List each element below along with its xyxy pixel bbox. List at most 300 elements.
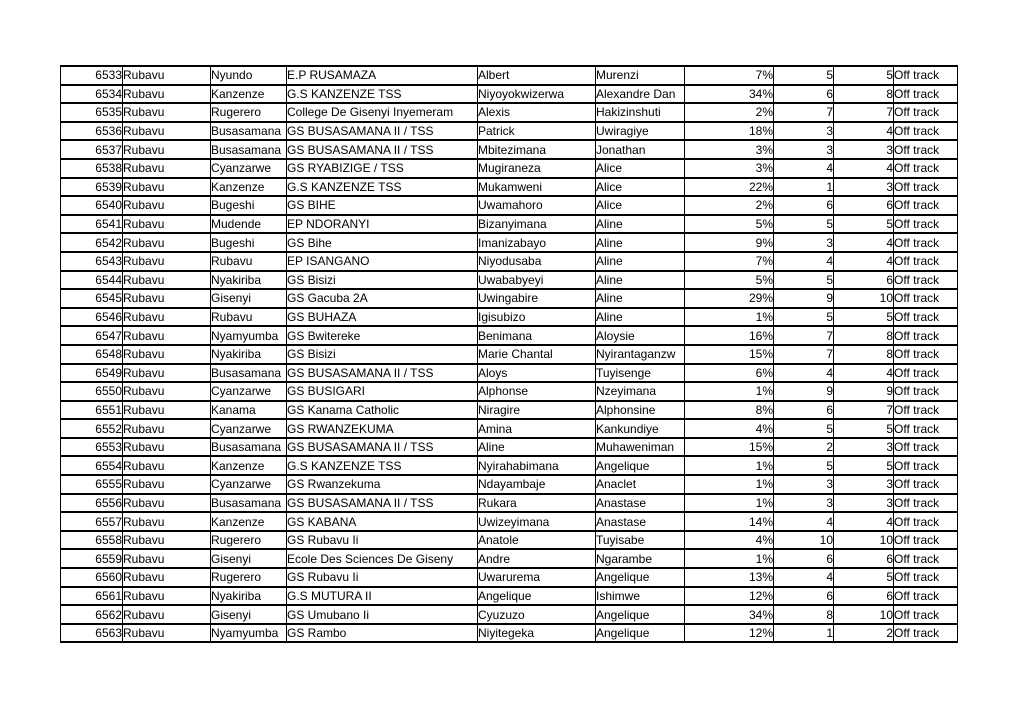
cell-first-name: Rukara — [478, 494, 596, 513]
cell-first-name: Uwingabire — [478, 289, 596, 308]
cell-school: G.S KANZENZE TSS — [287, 178, 478, 197]
cell-score-1: 5 — [774, 308, 834, 327]
cell-last-name: Aline — [596, 215, 685, 234]
table-row — [61, 233, 958, 252]
cell-percent: 3% — [685, 159, 774, 178]
cell-last-name: Angelique — [596, 605, 685, 624]
cell-status: Off track — [894, 475, 958, 494]
cell-sector: Cyanzarwe — [211, 475, 287, 494]
cell-last-name: Angelique — [596, 456, 685, 475]
cell-id: 6549 — [61, 364, 123, 383]
cell-score-1: 4 — [774, 568, 834, 587]
cell-status: Off track — [894, 624, 958, 643]
cell-sector: Nyundo — [211, 66, 287, 85]
cell-status: Off track — [894, 494, 958, 513]
cell-sector: Kanzenze — [211, 456, 287, 475]
cell-last-name: Angelique — [596, 568, 685, 587]
table-row — [61, 605, 958, 624]
table-row — [61, 345, 958, 364]
cell-score-1: 1 — [774, 178, 834, 197]
cell-score-2: 7 — [834, 401, 894, 420]
cell-score-2: 6 — [834, 587, 894, 606]
cell-status: Off track — [894, 456, 958, 475]
cell-score-2: 6 — [834, 549, 894, 568]
cell-id: 6550 — [61, 382, 123, 401]
cell-score-2: 3 — [834, 494, 894, 513]
cell-score-2: 5 — [834, 66, 894, 85]
cell-percent: 12% — [685, 624, 774, 643]
cell-id: 6560 — [61, 568, 123, 587]
cell-percent: 1% — [685, 382, 774, 401]
cell-district: Rubavu — [123, 308, 211, 327]
cell-status: Off track — [894, 587, 958, 606]
cell-status: Off track — [894, 568, 958, 587]
cell-sector: Nyamyumba — [211, 326, 287, 345]
cell-score-2: 3 — [834, 178, 894, 197]
cell-school: GS RWANZEKUMA — [287, 419, 478, 438]
table-row — [61, 401, 958, 420]
cell-district: Rubavu — [123, 196, 211, 215]
cell-score-1: 4 — [774, 512, 834, 531]
cell-status: Off track — [894, 326, 958, 345]
cell-status: Off track — [894, 382, 958, 401]
cell-school: GS RYABIZIGE / TSS — [287, 159, 478, 178]
cell-district: Rubavu — [123, 103, 211, 122]
table-row — [61, 475, 958, 494]
cell-status: Off track — [894, 233, 958, 252]
cell-percent: 12% — [685, 587, 774, 606]
cell-score-2: 10 — [834, 289, 894, 308]
data-table — [60, 65, 958, 643]
cell-first-name: Albert — [478, 66, 596, 85]
cell-school: GS Bisizi — [287, 345, 478, 364]
cell-id: 6547 — [61, 326, 123, 345]
cell-school: GS Rambo — [287, 624, 478, 643]
cell-score-1: 6 — [774, 401, 834, 420]
cell-district: Rubavu — [123, 382, 211, 401]
cell-percent: 22% — [685, 178, 774, 197]
cell-score-1: 6 — [774, 587, 834, 606]
cell-status: Off track — [894, 438, 958, 457]
table-row — [61, 587, 958, 606]
cell-id: 6551 — [61, 401, 123, 420]
cell-percent: 3% — [685, 140, 774, 159]
cell-status: Off track — [894, 271, 958, 290]
cell-id: 6556 — [61, 494, 123, 513]
cell-score-2: 3 — [834, 475, 894, 494]
cell-sector: Busasamana — [211, 140, 287, 159]
cell-score-2: 10 — [834, 605, 894, 624]
cell-last-name: Alexandre Dan — [596, 85, 685, 104]
table-row — [61, 624, 958, 643]
cell-score-2: 5 — [834, 568, 894, 587]
cell-first-name: Aloys — [478, 364, 596, 383]
table-row — [61, 419, 958, 438]
cell-last-name: Alice — [596, 178, 685, 197]
cell-school: GS Bihe — [287, 233, 478, 252]
cell-school: GS BUSASAMANA II / TSS — [287, 364, 478, 383]
cell-district: Rubavu — [123, 568, 211, 587]
cell-district: Rubavu — [123, 122, 211, 141]
cell-district: Rubavu — [123, 178, 211, 197]
cell-school: GS BUSASAMANA II / TSS — [287, 140, 478, 159]
cell-percent: 1% — [685, 308, 774, 327]
cell-first-name: Ndayambaje — [478, 475, 596, 494]
cell-first-name: Nyirahabimana — [478, 456, 596, 475]
cell-id: 6548 — [61, 345, 123, 364]
cell-first-name: Cyuzuzo — [478, 605, 596, 624]
cell-percent: 7% — [685, 252, 774, 271]
cell-percent: 4% — [685, 419, 774, 438]
cell-score-2: 4 — [834, 364, 894, 383]
cell-first-name: Bizanyimana — [478, 215, 596, 234]
cell-id: 6559 — [61, 549, 123, 568]
cell-last-name: Aline — [596, 289, 685, 308]
cell-score-1: 4 — [774, 159, 834, 178]
cell-sector: Kanzenze — [211, 85, 287, 104]
cell-last-name: Nzeyimana — [596, 382, 685, 401]
cell-id: 6542 — [61, 233, 123, 252]
cell-status: Off track — [894, 140, 958, 159]
cell-id: 6538 — [61, 159, 123, 178]
cell-last-name: Murenzi — [596, 66, 685, 85]
cell-score-2: 3 — [834, 140, 894, 159]
cell-percent: 34% — [685, 605, 774, 624]
cell-district: Rubavu — [123, 475, 211, 494]
cell-percent: 1% — [685, 549, 774, 568]
cell-percent: 34% — [685, 85, 774, 104]
cell-first-name: Uwamahoro — [478, 196, 596, 215]
cell-last-name: Anastase — [596, 512, 685, 531]
cell-score-1: 9 — [774, 382, 834, 401]
cell-score-1: 3 — [774, 494, 834, 513]
cell-district: Rubavu — [123, 624, 211, 643]
cell-first-name: Igisubizo — [478, 308, 596, 327]
cell-district: Rubavu — [123, 215, 211, 234]
cell-id: 6552 — [61, 419, 123, 438]
cell-first-name: Alphonse — [478, 382, 596, 401]
cell-last-name: Tuyisabe — [596, 531, 685, 550]
cell-school: G.S KANZENZE TSS — [287, 456, 478, 475]
cell-percent: 5% — [685, 215, 774, 234]
cell-school: GS BUSASAMANA II / TSS — [287, 438, 478, 457]
cell-school: GS Rubavu Ii — [287, 568, 478, 587]
table-row — [61, 364, 958, 383]
cell-sector: Nyakiriba — [211, 587, 287, 606]
cell-score-1: 5 — [774, 419, 834, 438]
cell-id: 6537 — [61, 140, 123, 159]
cell-district: Rubavu — [123, 140, 211, 159]
cell-district: Rubavu — [123, 233, 211, 252]
cell-status: Off track — [894, 512, 958, 531]
cell-last-name: Nyirantaganzw — [596, 345, 685, 364]
cell-last-name: Alphonsine — [596, 401, 685, 420]
cell-district: Rubavu — [123, 85, 211, 104]
cell-score-1: 6 — [774, 549, 834, 568]
cell-school: G.S KANZENZE TSS — [287, 85, 478, 104]
cell-school: GS BUHAZA — [287, 308, 478, 327]
cell-last-name: Aline — [596, 271, 685, 290]
cell-last-name: Aline — [596, 252, 685, 271]
cell-id: 6540 — [61, 196, 123, 215]
cell-last-name: Alice — [596, 159, 685, 178]
cell-score-2: 7 — [834, 103, 894, 122]
cell-score-2: 6 — [834, 196, 894, 215]
cell-first-name: Niyoyokwizerwa — [478, 85, 596, 104]
cell-school: GS Bwitereke — [287, 326, 478, 345]
table-row — [61, 271, 958, 290]
cell-percent: 1% — [685, 494, 774, 513]
cell-score-2: 5 — [834, 215, 894, 234]
cell-last-name: Alice — [596, 196, 685, 215]
cell-score-1: 3 — [774, 122, 834, 141]
cell-score-1: 7 — [774, 326, 834, 345]
cell-score-2: 5 — [834, 419, 894, 438]
table-row — [61, 196, 958, 215]
cell-percent: 1% — [685, 456, 774, 475]
cell-first-name: Amina — [478, 419, 596, 438]
cell-status: Off track — [894, 122, 958, 141]
cell-score-2: 10 — [834, 531, 894, 550]
cell-percent: 2% — [685, 196, 774, 215]
table-row — [61, 438, 958, 457]
cell-percent: 29% — [685, 289, 774, 308]
cell-sector: Rugerero — [211, 103, 287, 122]
cell-district: Rubavu — [123, 438, 211, 457]
cell-first-name: Angelique — [478, 587, 596, 606]
cell-first-name: Mukamweni — [478, 178, 596, 197]
cell-score-1: 2 — [774, 438, 834, 457]
cell-first-name: Patrick — [478, 122, 596, 141]
table-row — [61, 122, 958, 141]
cell-last-name: Muhaweniman — [596, 438, 685, 457]
cell-last-name: Ishimwe — [596, 587, 685, 606]
cell-school: College De Gisenyi Inyemeram — [287, 103, 478, 122]
table-row — [61, 159, 958, 178]
cell-status: Off track — [894, 196, 958, 215]
cell-score-1: 10 — [774, 531, 834, 550]
cell-sector: Busasamana — [211, 364, 287, 383]
cell-first-name: Uwababyeyi — [478, 271, 596, 290]
cell-score-1: 3 — [774, 233, 834, 252]
cell-status: Off track — [894, 345, 958, 364]
cell-last-name: Anaclet — [596, 475, 685, 494]
cell-status: Off track — [894, 66, 958, 85]
cell-last-name: Angelique — [596, 624, 685, 643]
table-row — [61, 568, 958, 587]
cell-sector: Gisenyi — [211, 549, 287, 568]
cell-school: GS KABANA — [287, 512, 478, 531]
cell-score-1: 5 — [774, 215, 834, 234]
cell-id: 6543 — [61, 252, 123, 271]
cell-sector: Gisenyi — [211, 289, 287, 308]
cell-sector: Cyanzarwe — [211, 382, 287, 401]
cell-status: Off track — [894, 103, 958, 122]
cell-score-1: 6 — [774, 196, 834, 215]
cell-district: Rubavu — [123, 66, 211, 85]
cell-first-name: Andre — [478, 549, 596, 568]
cell-first-name: Uwizeyimana — [478, 512, 596, 531]
cell-score-1: 1 — [774, 624, 834, 643]
cell-school: GS Bisizi — [287, 271, 478, 290]
cell-district: Rubavu — [123, 364, 211, 383]
cell-sector: Rubavu — [211, 308, 287, 327]
cell-score-1: 7 — [774, 103, 834, 122]
cell-last-name: Kankundiye — [596, 419, 685, 438]
cell-sector: Nyakiriba — [211, 345, 287, 364]
cell-sector: Kanzenze — [211, 178, 287, 197]
table-body — [61, 66, 958, 642]
table-row — [61, 66, 958, 85]
cell-first-name: Imanizabayo — [478, 233, 596, 252]
cell-first-name: Mugiraneza — [478, 159, 596, 178]
table-row — [61, 85, 958, 104]
cell-school: Ecole Des Sciences De Giseny — [287, 549, 478, 568]
cell-sector: Kanzenze — [211, 512, 287, 531]
cell-score-1: 4 — [774, 252, 834, 271]
cell-last-name: Jonathan — [596, 140, 685, 159]
cell-district: Rubavu — [123, 605, 211, 624]
cell-id: 6557 — [61, 512, 123, 531]
table-row — [61, 549, 958, 568]
cell-score-2: 4 — [834, 159, 894, 178]
cell-score-1: 9 — [774, 289, 834, 308]
cell-sector: Kanama — [211, 401, 287, 420]
cell-sector: Gisenyi — [211, 605, 287, 624]
cell-score-1: 6 — [774, 85, 834, 104]
cell-id: 6539 — [61, 178, 123, 197]
cell-id: 6554 — [61, 456, 123, 475]
cell-id: 6563 — [61, 624, 123, 643]
cell-first-name: Anatole — [478, 531, 596, 550]
table-row — [61, 103, 958, 122]
cell-sector: Cyanzarwe — [211, 419, 287, 438]
table-row — [61, 494, 958, 513]
cell-first-name: Uwarurema — [478, 568, 596, 587]
cell-sector: Rugerero — [211, 531, 287, 550]
cell-first-name: Marie Chantal — [478, 345, 596, 364]
cell-score-2: 2 — [834, 624, 894, 643]
cell-last-name: Hakizinshuti — [596, 103, 685, 122]
table-row — [61, 456, 958, 475]
cell-status: Off track — [894, 252, 958, 271]
cell-percent: 15% — [685, 345, 774, 364]
cell-district: Rubavu — [123, 159, 211, 178]
cell-sector: Nyamyumba — [211, 624, 287, 643]
cell-status: Off track — [894, 159, 958, 178]
cell-id: 6535 — [61, 103, 123, 122]
cell-first-name: Alexis — [478, 103, 596, 122]
cell-percent: 13% — [685, 568, 774, 587]
cell-percent: 5% — [685, 271, 774, 290]
cell-id: 6555 — [61, 475, 123, 494]
cell-district: Rubavu — [123, 531, 211, 550]
table-row — [61, 326, 958, 345]
cell-status: Off track — [894, 85, 958, 104]
cell-sector: Rugerero — [211, 568, 287, 587]
cell-school: G.S MUTURA II — [287, 587, 478, 606]
cell-sector: Rubavu — [211, 252, 287, 271]
cell-status: Off track — [894, 215, 958, 234]
cell-score-2: 6 — [834, 271, 894, 290]
cell-first-name: Aline — [478, 438, 596, 457]
cell-district: Rubavu — [123, 326, 211, 345]
cell-last-name: Tuyisenge — [596, 364, 685, 383]
cell-status: Off track — [894, 605, 958, 624]
cell-score-2: 4 — [834, 122, 894, 141]
cell-score-2: 4 — [834, 233, 894, 252]
cell-sector: Busasamana — [211, 494, 287, 513]
table-row — [61, 512, 958, 531]
cell-first-name: Mbitezimana — [478, 140, 596, 159]
cell-district: Rubavu — [123, 252, 211, 271]
cell-id: 6534 — [61, 85, 123, 104]
cell-score-1: 8 — [774, 605, 834, 624]
cell-score-2: 4 — [834, 252, 894, 271]
cell-district: Rubavu — [123, 512, 211, 531]
cell-last-name: Ngarambe — [596, 549, 685, 568]
cell-district: Rubavu — [123, 587, 211, 606]
cell-sector: Busasamana — [211, 122, 287, 141]
cell-district: Rubavu — [123, 401, 211, 420]
cell-school: E.P RUSAMAZA — [287, 66, 478, 85]
cell-id: 6536 — [61, 122, 123, 141]
cell-score-1: 5 — [774, 66, 834, 85]
cell-school: GS BUSASAMANA II / TSS — [287, 122, 478, 141]
cell-district: Rubavu — [123, 419, 211, 438]
cell-percent: 7% — [685, 66, 774, 85]
table-row — [61, 289, 958, 308]
cell-id: 6545 — [61, 289, 123, 308]
cell-first-name: Niyitegeka — [478, 624, 596, 643]
cell-status: Off track — [894, 419, 958, 438]
cell-score-2: 8 — [834, 345, 894, 364]
cell-score-1: 5 — [774, 271, 834, 290]
cell-score-2: 5 — [834, 308, 894, 327]
cell-sector: Bugeshi — [211, 196, 287, 215]
table-row — [61, 252, 958, 271]
cell-id: 6544 — [61, 271, 123, 290]
cell-district: Rubavu — [123, 456, 211, 475]
cell-status: Off track — [894, 401, 958, 420]
cell-score-1: 5 — [774, 456, 834, 475]
cell-school: GS Kanama Catholic — [287, 401, 478, 420]
cell-percent: 8% — [685, 401, 774, 420]
cell-score-1: 7 — [774, 345, 834, 364]
cell-first-name: Niragire — [478, 401, 596, 420]
cell-percent: 9% — [685, 233, 774, 252]
cell-percent: 2% — [685, 103, 774, 122]
cell-sector: Mudende — [211, 215, 287, 234]
cell-id: 6558 — [61, 531, 123, 550]
cell-score-2: 5 — [834, 456, 894, 475]
cell-percent: 14% — [685, 512, 774, 531]
cell-school: GS Umubano Ii — [287, 605, 478, 624]
table-row — [61, 531, 958, 550]
cell-score-2: 8 — [834, 85, 894, 104]
cell-percent: 18% — [685, 122, 774, 141]
cell-id: 6562 — [61, 605, 123, 624]
cell-status: Off track — [894, 549, 958, 568]
cell-status: Off track — [894, 364, 958, 383]
cell-status: Off track — [894, 289, 958, 308]
table-row — [61, 178, 958, 197]
cell-school: GS Gacuba 2A — [287, 289, 478, 308]
table-row — [61, 308, 958, 327]
cell-score-2: 3 — [834, 438, 894, 457]
cell-first-name: Niyodusaba — [478, 252, 596, 271]
cell-percent: 15% — [685, 438, 774, 457]
